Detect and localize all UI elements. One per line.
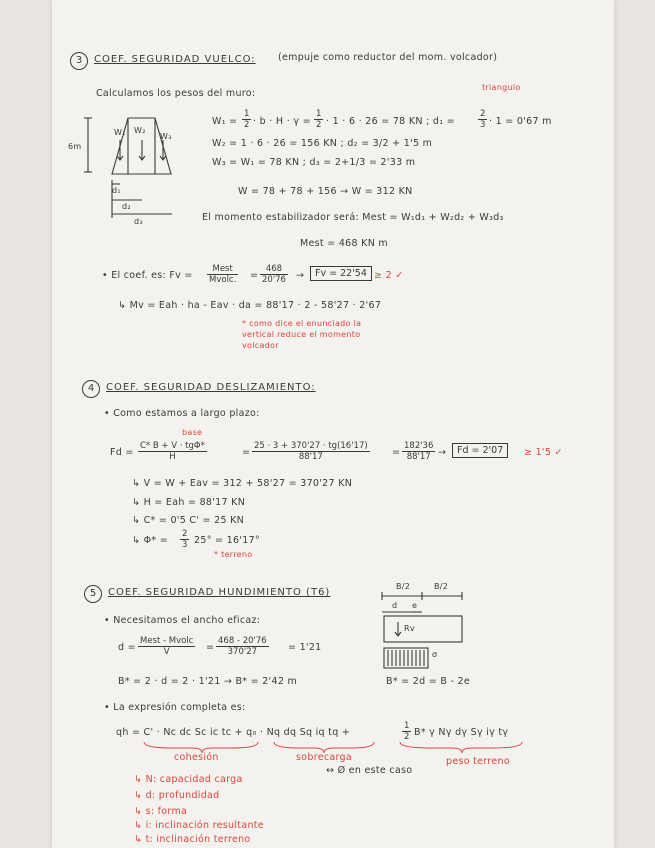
equals-sign: = [206, 642, 215, 653]
phi-label: ↳ Φ* = [132, 535, 168, 546]
fv-result-box: Fv = 22'54 [310, 266, 372, 281]
diagram-d1: d₁ [112, 186, 121, 195]
w-sum: W = 78 + 78 + 156 → W = 312 KN [238, 186, 413, 197]
section-5-title: COEF. SEGURIDAD HUNDIMIENTO (T6) [108, 587, 331, 598]
h-line: ↳ H = Eah = 88'17 KN [132, 497, 246, 508]
fd-frac-result: $\frac{182'36}{88'17}$ [404, 441, 434, 462]
phi-frac: $\frac{2}{3}$ [182, 529, 188, 550]
diagram-w3: W₃ [160, 132, 172, 141]
section-number-4: 4 [82, 380, 100, 398]
notebook-page [52, 0, 614, 848]
s5-expr-intro: • La expresión completa es: [104, 702, 246, 713]
w1-d: · 1 = 0'67 m [489, 116, 552, 127]
qh-frac-half: $\frac{1}{2}$ [404, 721, 410, 742]
legend-d: ↳ d: profundidad [134, 790, 220, 801]
legend-s: ↳ s: forma [134, 806, 188, 817]
qh-b: B* γ Nγ dγ Sγ iγ tγ [414, 727, 509, 738]
phi0-note: ↔ Ø en este caso [326, 765, 413, 776]
diagram-rv: Rv [404, 624, 415, 633]
fv-check: ≥ 2 ✓ [374, 270, 404, 281]
legend-t: ↳ t: inclinación terreno [134, 834, 251, 845]
v-line: ↳ V = W + Eav = 312 + 58'27 = 370'27 KN [132, 478, 353, 489]
equals-sign: = [242, 447, 251, 458]
base-note: base [182, 428, 203, 437]
w1-frac-half-2: $\frac{1}{2}$ [316, 109, 322, 130]
cohesion-label: cohesión [174, 752, 219, 763]
fd-result-box: Fd = 2'07 [452, 443, 508, 458]
phi-result: 25° = 16'17° [194, 535, 260, 546]
arrow: → [296, 270, 305, 281]
diagram-d3: d₃ [134, 217, 143, 226]
w1-c: · 1 · 6 · 26 = 78 KN ; d₁ = [326, 116, 455, 127]
diagram-d: d [392, 601, 398, 610]
fd-frac-numeric: $\frac{25 \cdot 3 + 370'27 \cdot tg(16'17)}{88'17}$ [254, 441, 368, 462]
section-4-title: COEF. SEGURIDAD DESLIZAMIENTO: [106, 382, 316, 393]
diagram-b2-right: B/2 [434, 582, 449, 591]
fv-frac-symbolic: Mest Mvolc. [209, 264, 237, 285]
mv-line: ↳ Mv = Eah · ha - Eav · da = 88'17 · 2 - 58'27 · 2'67 [118, 300, 382, 311]
diagram-w2: W₂ [134, 126, 146, 135]
s4-intro: • Como estamos a largo plazo: [104, 408, 260, 419]
d-label: d = [118, 642, 136, 653]
mest-text: El momento estabilizador será: Mest = W₁d₁ + W₂d₂ + W₃d₃ [202, 212, 504, 223]
w1-a: W₁ = [212, 116, 238, 127]
section-number-5: 5 [84, 585, 102, 603]
diagram-sigma: σ [432, 650, 438, 659]
diagram-w1: W₁ [114, 128, 126, 137]
equals-sign: = [250, 270, 259, 281]
diagram-height: 6m [68, 142, 82, 151]
fd-frac-symbolic: C* B + V · tgΦ* H [140, 441, 205, 462]
peso-label: peso terreno [446, 756, 510, 767]
s3-intro: Calculamos los pesos del muro: [96, 88, 256, 99]
coef-fv-label: • El coef. es: Fv = [102, 270, 193, 281]
fd-label: Fd = [110, 447, 134, 458]
s5-intro: • Necesitamos el ancho eficaz: [104, 615, 261, 626]
mest-value: Mest = 468 KN m [300, 238, 388, 249]
triangulo-note: triangulo [482, 83, 521, 92]
section-3-subtitle: (empuje como reductor del mom. volcador) [278, 52, 498, 63]
section-3-title: COEF. SEGURIDAD VUELCO: [94, 54, 256, 65]
w2-line: W₂ = 1 · 6 · 26 = 156 KN ; d₂ = 3/2 + 1'5 m [212, 138, 433, 149]
w1-frac-half: $\frac{1}{2}$ [244, 109, 250, 130]
section-number-3: 3 [70, 52, 88, 70]
d-frac-numeric: $\frac{468 - 20'76}{370'27}$ [218, 636, 267, 657]
legend-i: ↳ i: inclinación resultante [134, 820, 264, 831]
diagram-d2: d₂ [122, 202, 131, 211]
diagram-e: e [412, 601, 418, 610]
d1-frac: $\frac{2}{3}$ [480, 109, 486, 130]
terreno-note: * terreno [214, 550, 253, 559]
equals-sign: = [392, 447, 401, 458]
d-frac-symbolic: Mest - Mvolc V [140, 636, 194, 657]
legend-n: ↳ N: capacidad carga [134, 774, 243, 785]
bstar-line: B* = 2 · d = 2 · 1'21 → B* = 2'42 m [118, 676, 298, 687]
fd-check: ≥ 1'5 ✓ [524, 447, 563, 458]
diagram-b2-left: B/2 [396, 582, 411, 591]
sobrecarga-label: sobrecarga [296, 752, 352, 763]
w3-line: W₃ = W₁ = 78 KN ; d₃ = 2+1/3 = 2'33 m [212, 157, 416, 168]
d-result: = 1'21 [288, 642, 322, 653]
w1-b: · b · H · γ = [253, 116, 311, 127]
red-note-volcador: * como dice el enunciado la vertical reduce el momento volcador [242, 319, 362, 350]
fv-frac-numeric: $\frac{468}{20'76}$ [262, 264, 286, 285]
c-line: ↳ C* = 0'5 C' = 25 KN [132, 515, 245, 526]
diagram-bstar-eq: B* = 2d = B - 2e [386, 676, 471, 687]
arrow: → [438, 447, 447, 458]
qh-a: qh = C' · Nc dc Sc ic tc + q₀ · Nq dq Sq iq tq + [116, 727, 351, 738]
